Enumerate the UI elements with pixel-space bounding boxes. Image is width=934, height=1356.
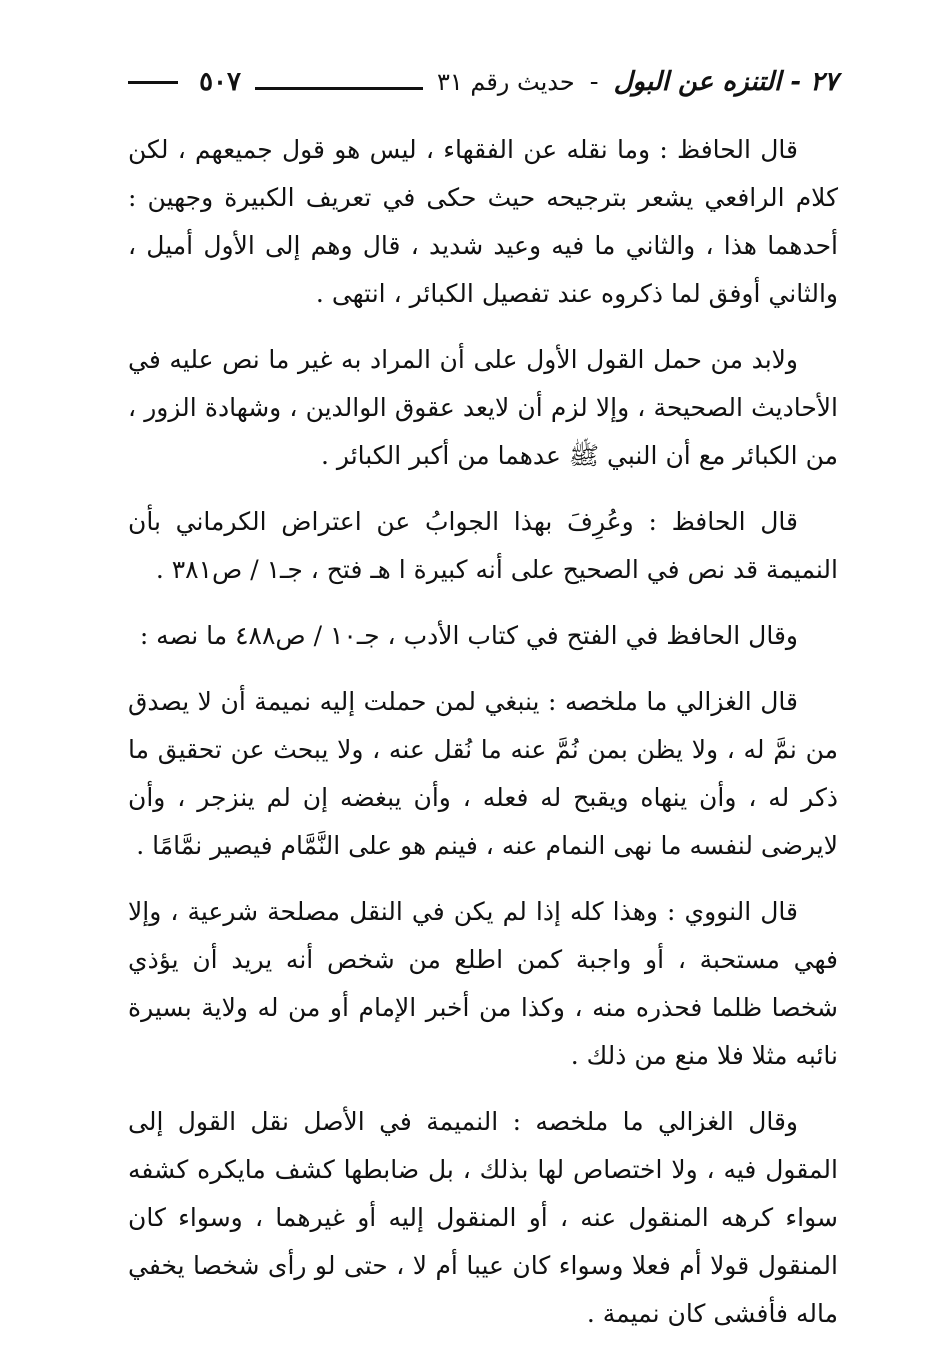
paragraph-6: قال النووي : وهذا كله إذا لم يكن في النقل مصلحة شرعية ، وإلا فهي مستحبة ، أو واجبة كمن اطلع من شخص أنه يريد أن يؤذي شخصا ظلما فحذره منه ، وكذا من أخبر الإمام أو من له ولاية بسيرة نائبه مثلا فلا منع من ذلك .	[128, 897, 838, 1070]
paragraph-4: وقال الحافظ في الفتح في كتاب الأدب ، جـ١٠ / ص٤٨٨ ما نصه :	[139, 621, 798, 650]
page-number: ٥٠٧	[199, 66, 241, 97]
chapter-title: ٢٧ - التنزه عن البول	[613, 66, 838, 97]
hadith-number: حديث رقم ٣١	[436, 67, 575, 96]
page-number-dash	[128, 81, 178, 84]
page-number-group	[128, 67, 241, 98]
body-text	[128, 126, 838, 1356]
chapter-heading	[437, 67, 838, 98]
paragraph-2: ولابد من حمل القول الأول على أن المراد به غير ما نص عليه في الأحاديث الصحيحة ، وإلا لزم أن لايعد عقوق الوالدين ، وشهادة الزور ، من الكبائر مع أن النبي ﷺ عدهما من أكبر الكبائر .	[128, 345, 838, 470]
paragraph-7: وقال الغزالي ما ملخصه : النميمة في الأصل نقل القول إلى المقول فيه ، ولا اختصاص لها بذلك ، بل ضابطها كشف مايكره كشفه سواء كرهه المنقول عنه ، أو المنقول إليه أو غيرهما ، وسواء كان المنقول قولا أم فعلا وسواء كان عيبا أم لا ، حتى لو رأى شخصا يخفي ماله فأفشى كان نميمة .	[128, 1107, 838, 1328]
header-rule	[255, 87, 423, 90]
paragraph-3: قال الحافظ : وعُرِفَ بهذا الجوابُ عن اعتراض الكرماني بأن النميمة قد نص في الصحيح على أنه كبيرة ا هـ فتح ، جـ١ / ص٣٨١ .	[128, 507, 838, 584]
running-header	[128, 52, 838, 98]
header-separator: -	[589, 66, 599, 97]
paragraph-1: قال الحافظ : وما نقله عن الفقهاء ، ليس هو قول جميعهم ، لكن كلام الرافعي يشعر بترجيحه حيث حكى في تعريف الكبيرة وجهين : أحدهما هذا ، والثاني ما فيه وعيد شديد ، قال وهم إلى الأول أميل ، والثاني أوفق لما ذكروه عند تفصيل الكبائر ، انتهى .	[128, 135, 838, 308]
paragraph-5: قال الغزالي ما ملخصه : ينبغي لمن حملت إليه نميمة أن لا يصدق من نمَّ له ، ولا يظن بمن نُمَّ عنه ما نُقل عنه ، ولا يبحث عن تحقيق ما ذكر له ، وأن ينهاه ويقبح له فعله ، وأن يبغضه إن لم ينزجر ، وأن لايرضى لنفسه ما نهى النمام عنه ، فينم هو على النَّمَّام فيصير نمَّامًا .	[128, 687, 838, 860]
